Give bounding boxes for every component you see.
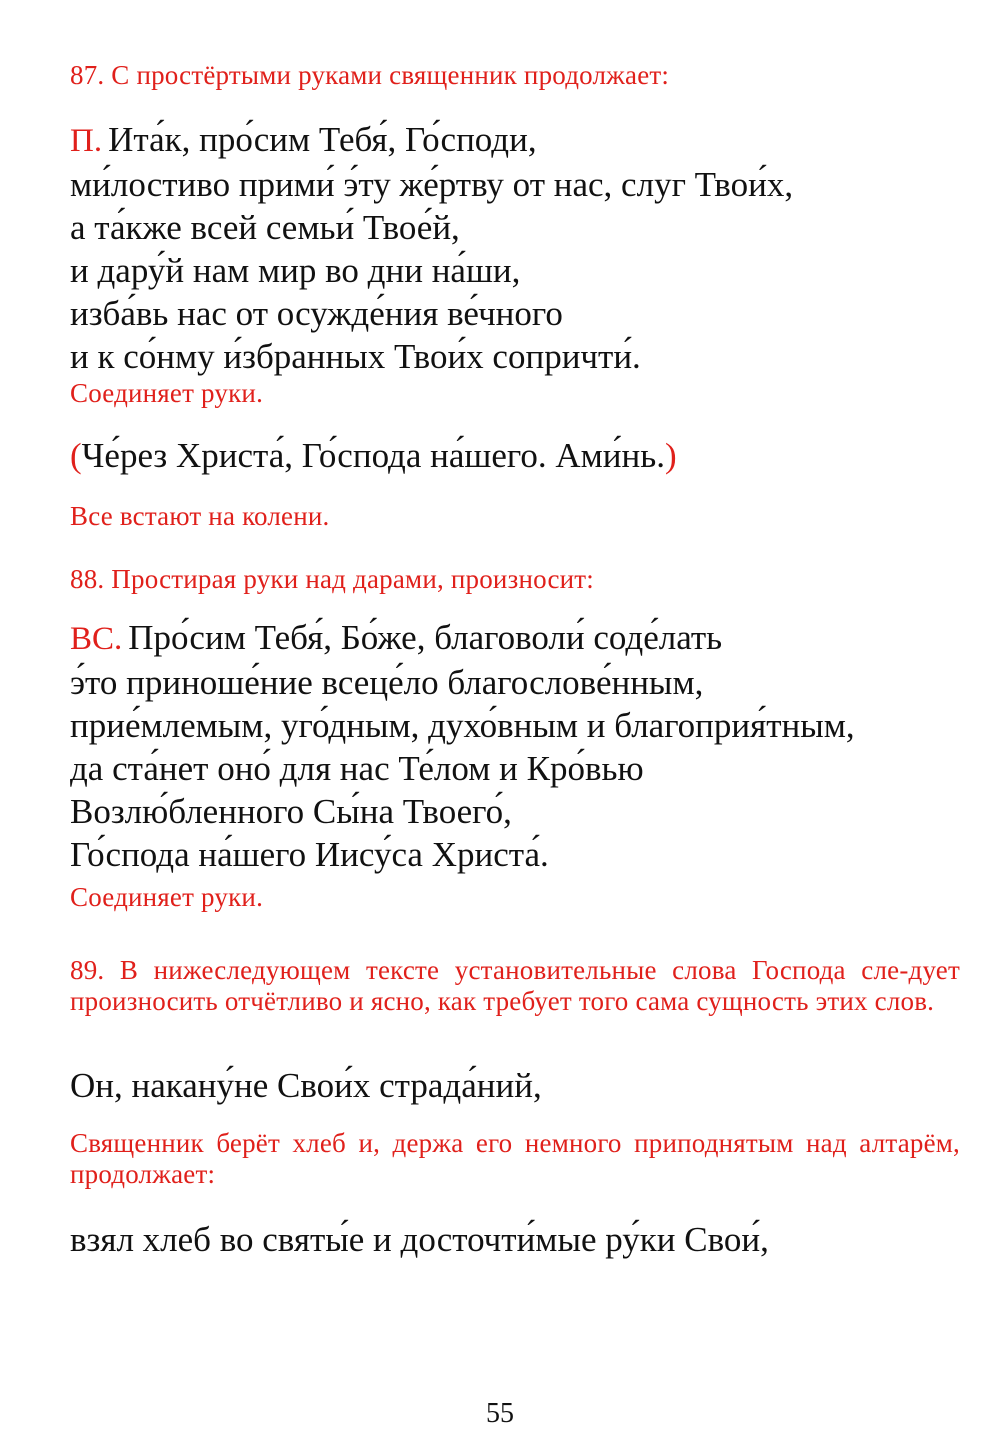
- rubric-joins-hands-2: Соединяет руки.: [70, 882, 264, 912]
- page-number: 55: [486, 1398, 514, 1429]
- rubric-89: 89. В нижеследующем тексте установительные слова Господа сле-дует произносить отчётливо и ясно, как требует того сама сущность этих слов.: [70, 955, 960, 1016]
- prayer-line: Возлю́бленного Сы́на Твоего́,: [70, 792, 512, 831]
- prayer-87: [70, 118, 970, 378]
- prayer-89-line2: [70, 1218, 970, 1261]
- close-paren: ): [664, 436, 677, 475]
- prayer-line: и дару́й нам мир во дни на́ши,: [70, 251, 521, 290]
- prayer-line: и к со́нму и́збранных Твои́х сопричти́.: [70, 337, 641, 376]
- rubric-joins-hands-1: Соединяет руки.: [70, 378, 264, 408]
- prayer-line: ми́лостиво прими́ э́ту же́ртву от нас, слуг Твои́х,: [70, 165, 794, 204]
- prayer-line: изба́вь нас от осужде́ния ве́чного: [70, 294, 563, 333]
- prayer-line: взял хлеб во святы́е и досточти́мые ру́ки Свои́,: [70, 1220, 769, 1259]
- prayer-line: прие́млемым, уго́дным, духо́вным и благоприя́тным,: [70, 706, 855, 745]
- prayer-89-line1: [70, 1064, 970, 1107]
- prayer-line: [70, 118, 970, 163]
- rubric-kneel: Все встают на колени.: [70, 501, 330, 531]
- prayer-88: [70, 616, 970, 876]
- prayer-line: э́то приноше́ние всеце́ло благослове́нным,: [70, 663, 704, 702]
- rubric-87: 87. С простёртыми руками священник продолжает:: [70, 60, 670, 90]
- role-celebrants: ВС.: [70, 621, 123, 657]
- prayer-line: [70, 616, 970, 661]
- open-paren: (: [70, 436, 82, 475]
- prayer-line: да ста́нет оно́ для нас Те́лом и Кро́вью: [70, 749, 644, 788]
- prayer-line-text: Про́сим Тебя́, Бо́же, благоволи́ соде́лать: [128, 618, 723, 657]
- prayer-line: а та́кже всей семьи́ Твое́й,: [70, 208, 460, 247]
- rubric-88: 88. Простирая руки над дарами, произносит:: [70, 564, 594, 594]
- conclusion-line: [70, 434, 970, 477]
- role-priest: П.: [70, 123, 103, 159]
- conclusion-text: Че́рез Христа́, Го́спода на́шего. Ами́нь.: [81, 436, 665, 475]
- prayer-line-text: Ита́к, про́сим Тебя́, Го́споди,: [108, 120, 537, 159]
- prayer-line: Го́спода на́шего Иису́са Христа́.: [70, 835, 549, 874]
- prayer-line: Он, накану́не Свои́х страда́ний,: [70, 1066, 542, 1105]
- rubric-takes-bread: Священник берёт хлеб и, держа его немного приподнятым над алтарём, продолжает:: [70, 1128, 960, 1189]
- conclusion-87: [70, 434, 970, 477]
